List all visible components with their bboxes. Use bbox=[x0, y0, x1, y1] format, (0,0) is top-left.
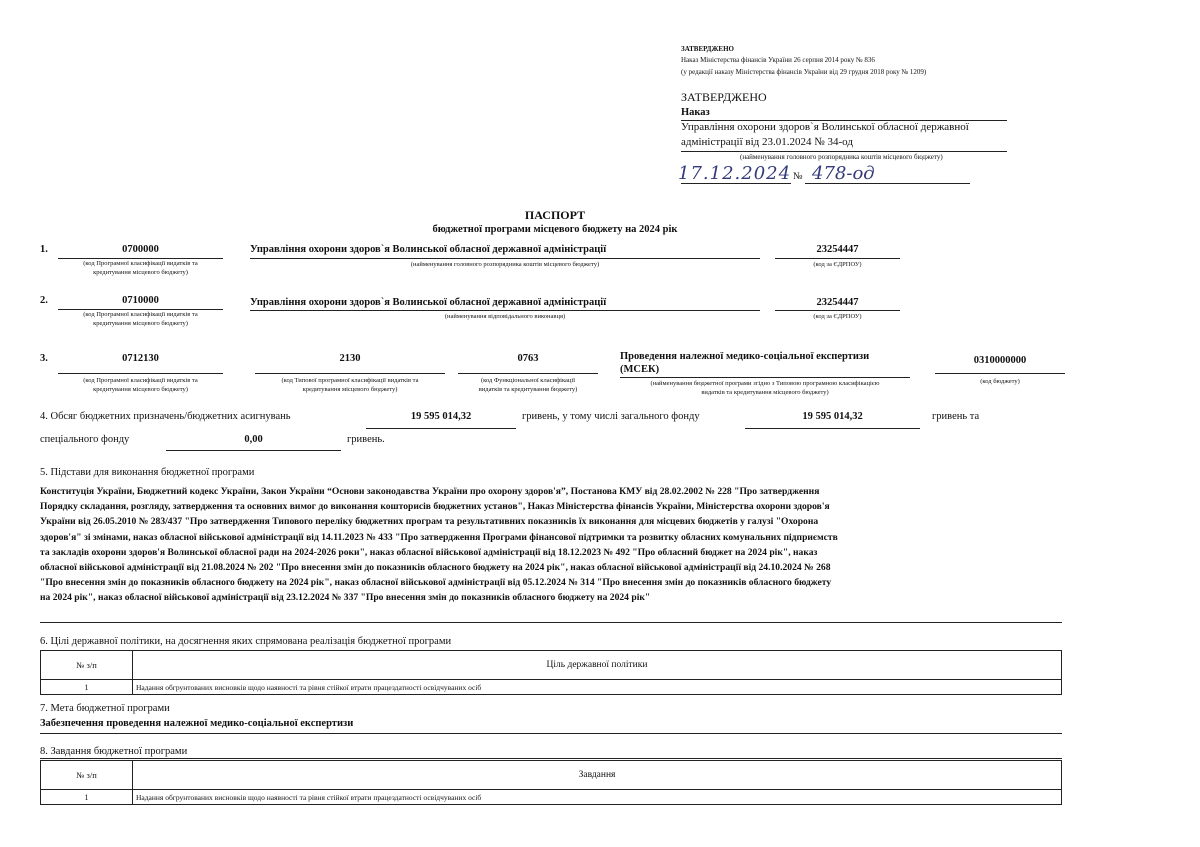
goals-table bbox=[40, 650, 1062, 695]
handwritten-date: 17.12.2024 bbox=[678, 163, 792, 184]
section7-goal: Забезпечення проведення належної медико-соціальної експертизи bbox=[40, 718, 354, 729]
row2-code: 0710000 bbox=[122, 295, 159, 306]
section4-label: 4. Обсяг бюджетних призначень/бюджетних асигнувань bbox=[40, 411, 291, 422]
row1-name-caption: (найменування головного розпорядника коштів місцевого бюджету) bbox=[410, 261, 600, 268]
row3-program-caption: (найменування бюджетної програми згідно з Типовою програмною класифікацією видатків та кредитування місцевого бюджету) bbox=[650, 380, 880, 396]
row3-program-name: Проведення належної медико-соціальної експертизи (МСЕК) bbox=[620, 351, 870, 375]
row1-code-caption: (код Програмної класифікації видатків та кредитування місцевого бюджету) bbox=[83, 260, 198, 276]
row3-budget-code: 0310000000 bbox=[973, 355, 1027, 366]
row3-code-caption: (код Програмної класифікації видатків та кредитування місцевого бюджету) bbox=[83, 377, 198, 393]
section4-special-label: спеціального фонду bbox=[40, 434, 130, 445]
row2-name: Управління охорони здоров`я Волинської обласної державної адміністрації bbox=[250, 297, 607, 308]
row2-code-caption: (код Програмної класифікації видатків та кредитування місцевого бюджету) bbox=[83, 311, 198, 327]
basis-line: обласної військової адміністрації від 21.08.2024 № 202 "Про внесення змін до показників обласного бюджету на 2024 рік", наказ обласної військової адміністрації від 24.10.2024 № 268 bbox=[40, 562, 831, 574]
row2-edrpou-caption: (код за ЄДРПОУ) bbox=[813, 313, 862, 320]
row3-budget-caption: (код бюджету) bbox=[980, 378, 1020, 385]
row1-edrpou: 23254447 bbox=[816, 244, 859, 255]
section4-mid-text: гривень, у тому числі загального фонду bbox=[522, 411, 700, 422]
row3-number: 3. bbox=[40, 353, 48, 364]
row2-name-caption: (найменування відповідального виконавця) bbox=[444, 313, 566, 320]
basis-line: здоров'я" зі змінами, наказ обласної військової адміністрації від 14.11.2023 № 433 "Про затвердження Програми фінансової підтримки та розвитку обласних комунальних підприємств bbox=[40, 531, 838, 543]
section4-tail: гривень та bbox=[932, 411, 980, 422]
approval-title: ЗАТВЕРДЖЕНО bbox=[681, 90, 767, 104]
row1-number: 1. bbox=[40, 244, 48, 255]
row3-code: 0712130 bbox=[122, 353, 159, 364]
basis-line: "Про внесення змін до показників обласного бюджету на 2024 рік", наказ обласної військової адміністрації від 05.12.2024 № 314 "Про внесення змін до показників обласного бюджету bbox=[40, 577, 832, 589]
table-row: 1 Надання обгрунтованих висновків щодо наявності та рівня стійкої втрати працездатності освідчуваних осіб bbox=[41, 680, 1062, 695]
approval-line2: адміністрації від 23.01.2024 № 34-од bbox=[681, 136, 853, 148]
section7-heading: 7. Мета бюджетної програми bbox=[40, 703, 170, 714]
section4-special-tail: гривень. bbox=[347, 434, 385, 445]
section4-special-fund: 0,00 bbox=[244, 434, 263, 445]
basis-line: та закладів охорони здоров'я Волинської обласної ради на 2024-2026 роки", наказ обласної військової адміністрації від 18.12.2023 № 492 "Про обласний бюджет на 2024 рік", наказ bbox=[40, 546, 818, 558]
basis-line: Порядку складання, розгляду, затвердження та основних вимог до виконання кошторисів бюджетних установ", Наказ Міністерства фінансів України, Міністерства охорони здоров'я bbox=[40, 501, 830, 513]
approval-order-label: Наказ bbox=[681, 107, 710, 118]
row3-typical-code: 2130 bbox=[339, 353, 361, 364]
handwritten-number: 478-од bbox=[812, 163, 875, 184]
approval-number-prefix: № bbox=[793, 171, 803, 182]
section4-general-fund: 19 595 014,32 bbox=[802, 411, 863, 422]
basis-line: Конституція України, Бюджетний кодекс України, Закон України “Основи законодавства України про охорону здоров'я”, Постанова КМУ від 28.02.2002 № 228 "Про затвердження bbox=[40, 486, 820, 497]
basis-line: на 2024 рік", наказ обласної військової адміністрації від 23.12.2024 № 337 "Про внесення змін до показників обласного бюджету на 2024 рік" bbox=[40, 592, 651, 604]
row2-number: 2. bbox=[40, 295, 48, 306]
section5-basis-text bbox=[40, 484, 1080, 606]
row1-code: 0700000 bbox=[122, 244, 159, 255]
row1-edrpou-caption: (код за ЄДРПОУ) bbox=[813, 261, 862, 268]
section8-heading: 8. Завдання бюджетної програми bbox=[40, 746, 188, 757]
approval-stamp-small: ЗАТВЕРДЖЕНО bbox=[681, 45, 734, 53]
passport-subtitle: бюджетної програми місцевого бюджету на 2024 рік bbox=[432, 224, 678, 235]
goals-col-goal: Ціль державної політики bbox=[133, 651, 1062, 680]
approval-caption: (найменування головного розпорядника коштів місцевого бюджету) bbox=[740, 153, 943, 161]
tasks-col-number: № з/п bbox=[41, 761, 133, 790]
row3-typical-caption: (код Типової програмної класифікації видатків та кредитування місцевого бюджету) bbox=[281, 377, 419, 393]
section5-heading: 5. Підстави для виконання бюджетної програми bbox=[40, 467, 255, 478]
section6-heading: 6. Цілі державної політики, на досягнення яких спрямована реалізація бюджетної програми bbox=[40, 636, 452, 647]
goals-col-number: № з/п bbox=[41, 651, 133, 680]
table-row: 1 Надання обгрунтованих висновків щодо наявності та рівня стійкої втрати працездатності освідчуваних осіб bbox=[41, 790, 1062, 805]
tasks-table bbox=[40, 760, 1062, 805]
passport-title: ПАСПОРТ bbox=[524, 208, 586, 222]
row3-func-code: 0763 bbox=[517, 353, 539, 364]
row1-name: Управління охорони здоров`я Волинської обласної державної адміністрації bbox=[250, 244, 607, 255]
approval-order-line: Наказ Міністерства фінансів України 26 серпня 2014 року № 836 bbox=[681, 56, 875, 64]
tasks-col-task: Завдання bbox=[133, 761, 1062, 790]
section4-total: 19 595 014,32 bbox=[410, 411, 472, 422]
approval-line1: Управління охорони здоров`я Волинської обласної державної bbox=[681, 121, 969, 133]
approval-edition-line: (у редакції наказу Міністерства фінансів України від 29 грудня 2018 року № 1209) bbox=[681, 68, 927, 76]
row3-func-caption: (код Функціональної класифікації видатків та кредитування бюджету) bbox=[478, 377, 578, 393]
basis-line: України від 26.05.2010 № 283/437 "Про затвердження Типового переліку бюджетних програм та результативних показників їх виконання для місцевих бюджетів у галузі "Охорона bbox=[40, 516, 819, 528]
row2-edrpou: 23254447 bbox=[816, 297, 859, 308]
